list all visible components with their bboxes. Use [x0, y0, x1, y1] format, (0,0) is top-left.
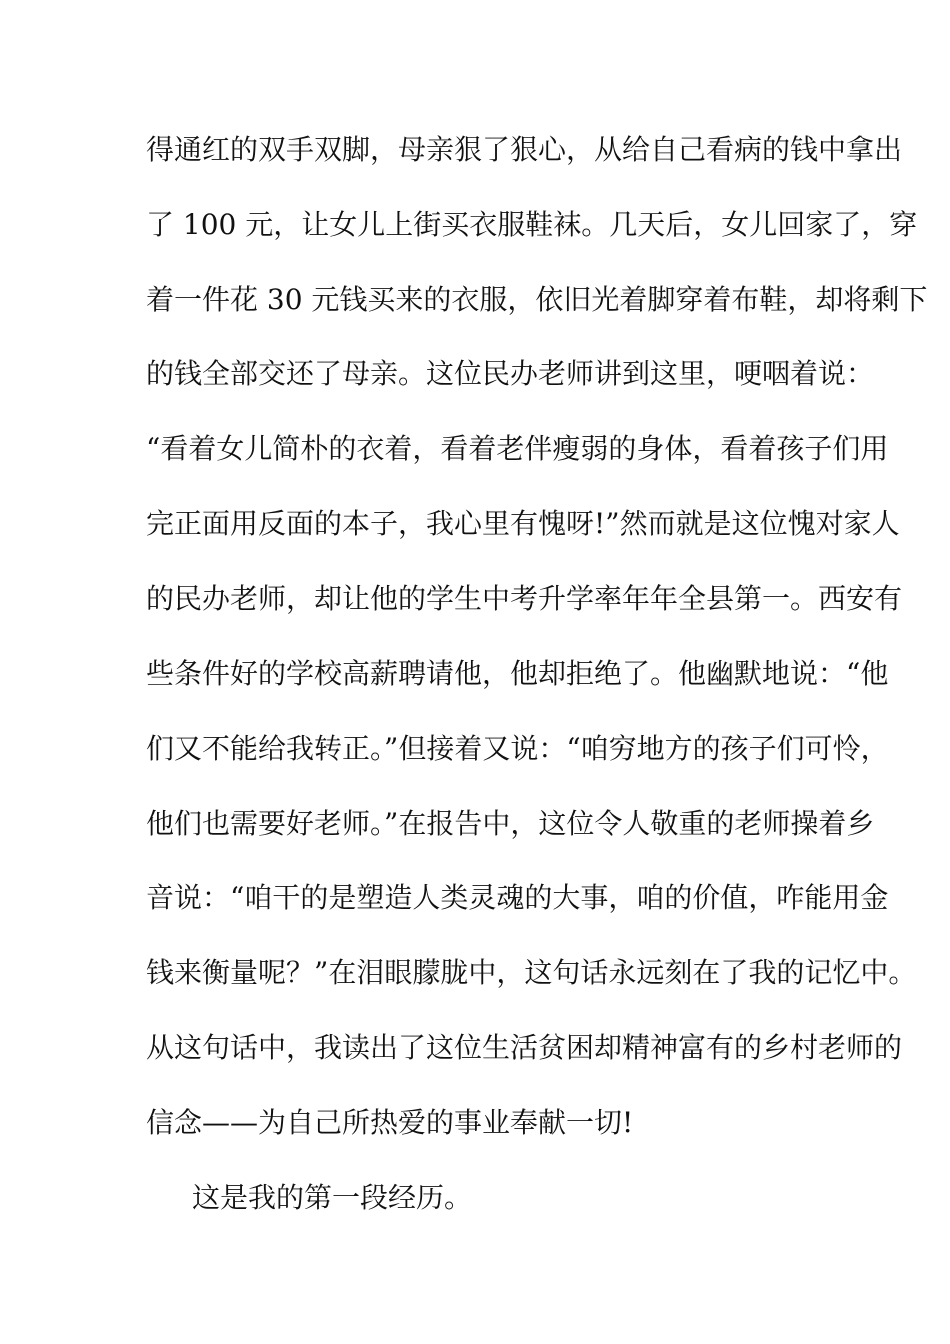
text-line: 的民办老师，却让他的学生中考升学率年年全县第一。西安有: [146, 582, 903, 615]
text-line: 的钱全部交还了母亲。这位民办老师讲到这里，哽咽着说：: [146, 357, 875, 390]
text-line: 钱来衡量呢？”在泪眼朦胧中，这句话永远刻在了我的记忆中。: [146, 956, 917, 989]
text-line: 些条件好的学校高薪聘请他，他却拒绝了。他幽默地说：“他: [146, 657, 889, 690]
text-line: 音说：“咱干的是塑造人类灵魂的大事，咱的价值，咋能用金: [146, 881, 889, 914]
text-line: 他们也需要好老师。”在报告中，这位令人敬重的老师操着乡: [146, 807, 875, 840]
text-line: 们又不能给我转正。”但接着又说：“咱穷地方的孩子们可怜，: [146, 732, 889, 765]
text-line: “看着女儿简朴的衣着，看着老伴瘦弱的身体，看着孩子们用: [146, 432, 889, 465]
closing-paragraph: 这是我的第一段经历。: [192, 1181, 473, 1214]
text-line: 得通红的双手双脚，母亲狠了狠心，从给自己看病的钱中拿出: [146, 133, 903, 166]
text-line: 着一件花 30 元钱买来的衣服，依旧光着脚穿着布鞋，却将剩下: [146, 283, 928, 316]
text-line: 了 100 元，让女儿上街买衣服鞋袜。几天后，女儿回家了，穿: [146, 208, 918, 241]
text-line: 信念——为自己所热爱的事业奉献一切!: [146, 1106, 634, 1139]
text-line: 完正面用反面的本子，我心里有愧呀!”然而就是这位愧对家人: [146, 507, 900, 540]
text-line: 从这句话中，我读出了这位生活贫困却精神富有的乡村老师的: [146, 1031, 903, 1064]
